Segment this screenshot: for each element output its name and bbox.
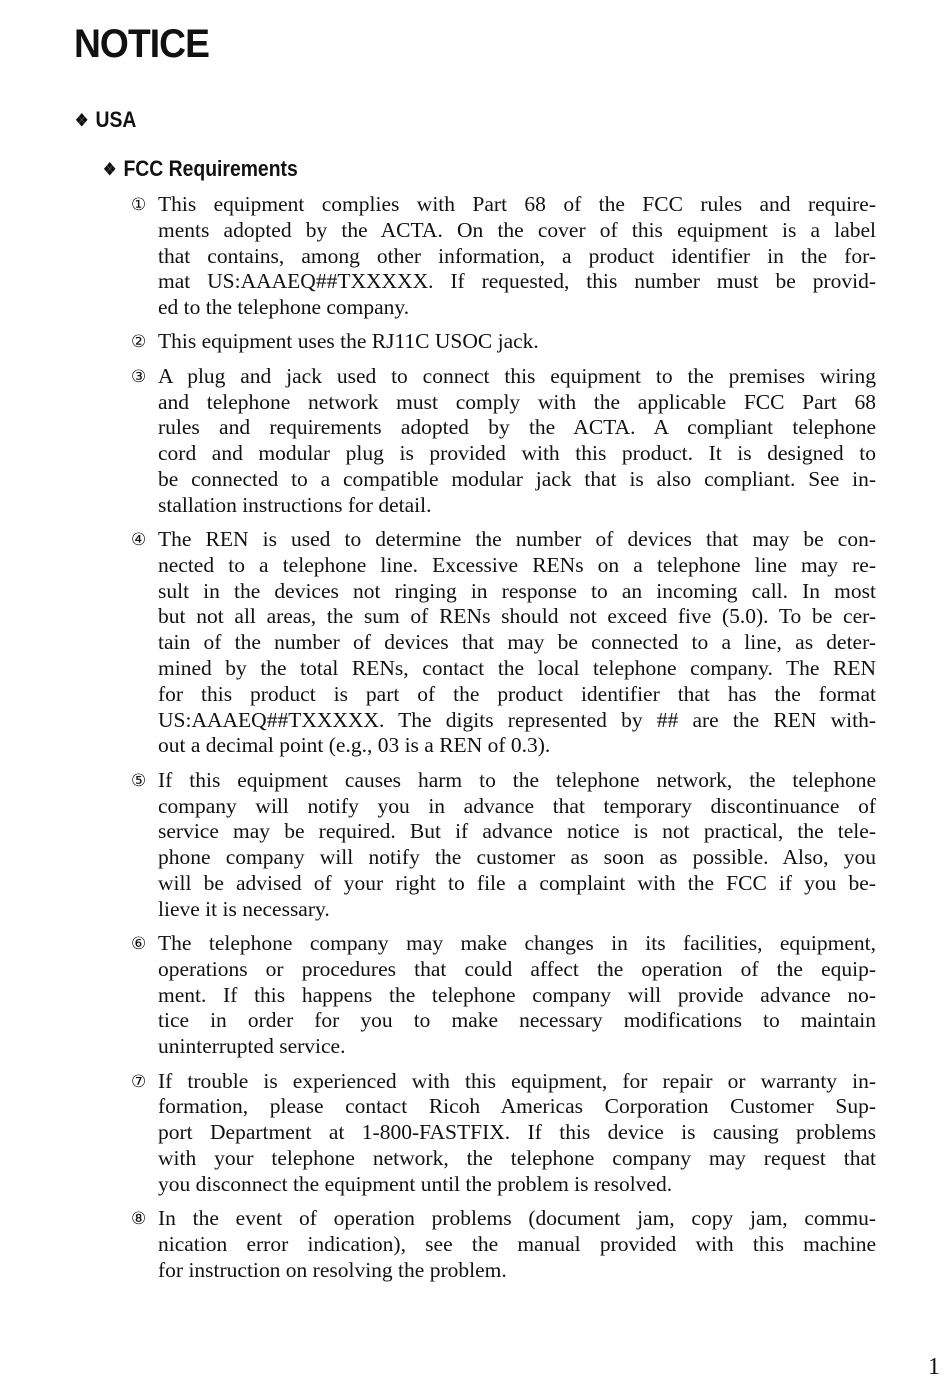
item-text-line: mat US:AAAEQ##TXXXXX. If requested, this number must be provid- (158, 269, 876, 294)
item-number: ⑧ (131, 1208, 147, 1228)
item-text-line: but not all areas, the sum of RENs should not exceed five (5.0). To be cer- (158, 604, 876, 629)
requirements-list (131, 192, 876, 1292)
item-text-line: nected to a telephone line. Excessive RENs on a telephone line may re- (158, 552, 876, 577)
list-item (131, 1069, 876, 1198)
item-text-line: lieve it is necessary. (158, 896, 330, 921)
item-text-line: A plug and jack used to connect this equipment to the premises wiring (158, 363, 876, 388)
item-text-line: rules and requirements adopted by the ACTA. A compliant telephone (158, 415, 876, 440)
item-text-line: be connected to a compatible modular jack that is also compliant. See in- (158, 466, 876, 491)
item-text-line: In the event of operation problems (document jam, copy jam, commu- (158, 1205, 876, 1230)
subsection-heading-fcc (103, 156, 298, 182)
item-text-line: service may be required. But if advance notice is not practical, the tele- (158, 819, 876, 844)
item-number: ⑦ (131, 1071, 147, 1091)
item-text-line: mined by the total RENs, contact the local telephone company. The REN (158, 656, 876, 681)
item-text-line: This equipment complies with Part 68 of the FCC rules and require- (158, 192, 876, 216)
item-text-line: If trouble is experienced with this equipment, for repair or warranty in- (158, 1068, 876, 1093)
item-text-line: phone company will notify the customer as soon as possible. Also, you (158, 845, 876, 870)
item-text-line: for this product is part of the product identifier that has the format (158, 681, 876, 706)
item-text-line: The REN is used to determine the number of devices that may be con- (158, 527, 876, 552)
item-text-line: will be advised of your right to file a complaint with the FCC if you be- (158, 870, 876, 895)
item-text-line: cord and modular plug is provided with this product. It is designed to (158, 441, 876, 466)
list-item (131, 192, 876, 321)
page-number: 1 (928, 1354, 940, 1380)
item-number: ③ (131, 366, 147, 386)
section-label: USA (95, 107, 137, 132)
item-text-line: formation, please contact Ricoh Americas Corporation Customer Sup- (158, 1094, 876, 1119)
item-text-line: This equipment uses the RJ11C USOC jack. (158, 329, 539, 354)
item-text-line: port Department at 1-800-FASTFIX. If this device is causing problems (158, 1120, 876, 1145)
item-text-line: tain of the number of devices that may be connected to a line, as deter- (158, 630, 876, 655)
page-title: NOTICE (74, 22, 209, 66)
item-text-line: The telephone company may make changes in its facilities, equipment, (158, 931, 876, 956)
item-text-line: ed to the telephone company. (158, 295, 410, 320)
item-number: ② (131, 332, 147, 352)
item-text-line: out a decimal point (e.g., 03 is a REN of 0.3). (158, 733, 551, 758)
subsection-label: FCC Requirements (123, 156, 298, 181)
list-item (131, 329, 876, 355)
item-number: ① (131, 195, 147, 214)
item-text-line: ment. If this happens the telephone company will provide advance no- (158, 982, 876, 1007)
item-number: ④ (131, 530, 147, 550)
list-item (131, 527, 876, 759)
item-text-line: tice in order for you to make necessary modifications to maintain (158, 1008, 876, 1033)
item-text-line: US:AAAEQ##TXXXXX. The digits represented by ## are the REN with- (158, 707, 876, 732)
diamond-bullet-icon: ❖ (75, 111, 89, 130)
item-text-line: sult in the devices not ringing in response to an incoming call. In most (158, 578, 876, 603)
item-text-line: with your telephone network, the telephone company may request that (158, 1145, 876, 1170)
item-text-line: and telephone network must comply with the applicable FCC Part 68 (158, 389, 876, 414)
item-text-line: If this equipment causes harm to the telephone network, the telephone (158, 767, 876, 792)
diamond-bullet-icon: ❖ (103, 160, 117, 179)
list-item (131, 931, 876, 1060)
item-text-line: company will notify you in advance that temporary discontinuance of (158, 793, 876, 818)
item-text-line: stallation instructions for detail. (158, 492, 432, 517)
list-item (131, 364, 876, 519)
item-text-line: you disconnect the equipment until the problem is resolved. (158, 1171, 673, 1196)
item-text-line: operations or procedures that could affect the operation of the equip- (158, 956, 876, 981)
item-number: ⑥ (131, 934, 147, 954)
item-text-line: for instruction on resolving the problem. (158, 1257, 507, 1282)
item-text-line: that contains, among other information, a product identifier in the for- (158, 243, 876, 268)
item-text-line: ments adopted by the ACTA. On the cover of this equipment is a label (158, 217, 876, 242)
section-heading-usa (75, 107, 136, 133)
list-item (131, 1206, 876, 1283)
item-number: ⑤ (131, 770, 147, 790)
item-text-line: uninterrupted service. (158, 1034, 346, 1059)
item-text-line: nication error indication), see the manual provided with this machine (158, 1231, 876, 1256)
list-item (131, 768, 876, 923)
